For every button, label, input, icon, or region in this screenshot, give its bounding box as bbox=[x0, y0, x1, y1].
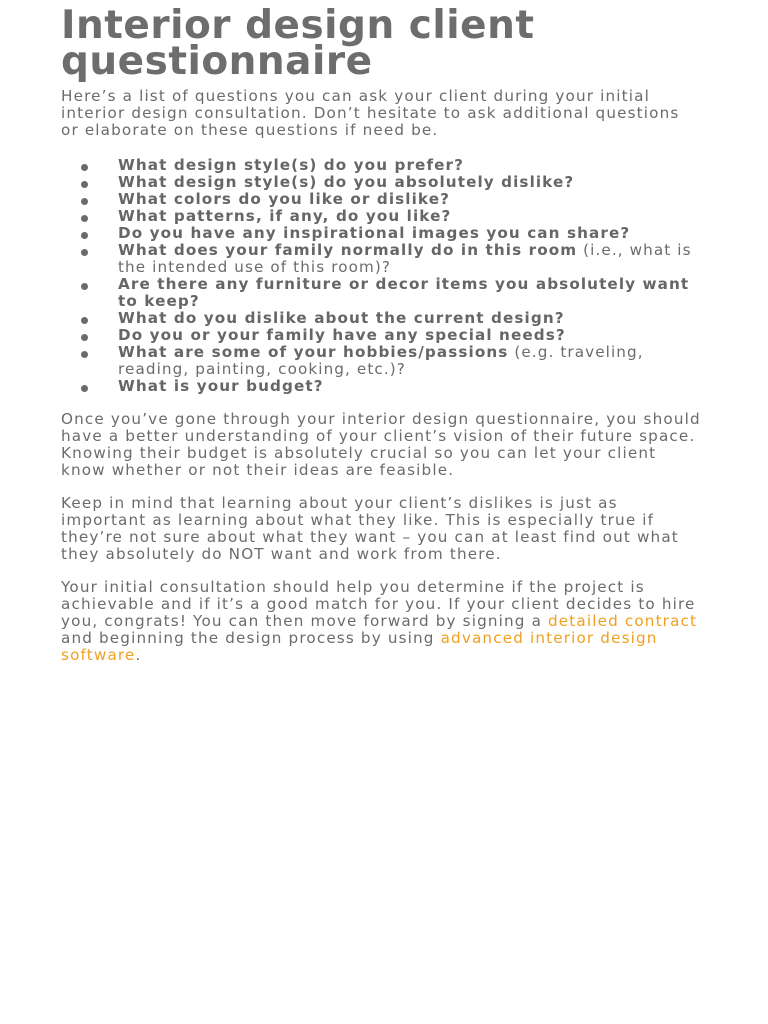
question-text: What do you dislike about the current design? bbox=[118, 309, 565, 327]
list-item bbox=[61, 174, 701, 191]
bullet-icon bbox=[81, 317, 88, 324]
bullet-icon bbox=[81, 181, 88, 188]
paragraph-text: and beginning the design process by using bbox=[61, 629, 441, 647]
question-text: What is your budget? bbox=[118, 377, 324, 395]
list-item bbox=[61, 310, 701, 327]
body-paragraph-dislikes: Keep in mind that learning about your client’s dislikes is just as important as learning about what they like. This is especially true if they’re not sure about what they want – you can at least find out what they absolutely do NOT want and work from there. bbox=[61, 494, 679, 563]
bullet-icon bbox=[81, 249, 88, 256]
bullet-icon bbox=[81, 198, 88, 205]
detailed-contract-link[interactable]: detailed contract bbox=[548, 612, 698, 630]
question-text: What does your family normally do in this room bbox=[118, 241, 578, 259]
bullet-icon bbox=[81, 334, 88, 341]
bullet-icon bbox=[81, 164, 88, 171]
list-item bbox=[61, 225, 701, 242]
list-item bbox=[61, 276, 701, 310]
paragraph-text: Your initial consultation should help you determine if the project is achievable and if it’s a good match for you. If your client decides to hire you, congrats! You can then move forward by signing a bbox=[61, 578, 696, 630]
body-paragraph-budget: Once you’ve gone through your interior design questionnaire, you should have a better understanding of your client’s vision of their future space. Knowing their budget is absolutely crucial so you can let your client know whether or not their ideas are feasible. bbox=[61, 410, 701, 479]
intro-paragraph: Here’s a list of questions you can ask your client during your initial interior design consultation. Don’t hesitate to ask additional questions or elaborate on these questions if need be. bbox=[61, 87, 680, 139]
question-text: What design style(s) do you absolutely dislike? bbox=[118, 173, 575, 191]
question-text: What patterns, if any, do you like? bbox=[118, 207, 452, 225]
bullet-icon bbox=[81, 351, 88, 358]
question-note: (e.g. traveling, reading, painting, cooking, etc.)? bbox=[118, 343, 644, 378]
list-item bbox=[61, 378, 701, 395]
paragraph-text: . bbox=[135, 646, 142, 664]
question-text: Do you have any inspirational images you can share? bbox=[118, 224, 631, 242]
list-item bbox=[61, 242, 701, 276]
question-list bbox=[61, 157, 701, 395]
bullet-icon bbox=[81, 283, 88, 290]
bullet-icon bbox=[81, 215, 88, 222]
question-note: (i.e., what is the intended use of this room)? bbox=[118, 241, 692, 276]
page-title: Interior design client questionnaire bbox=[61, 3, 535, 84]
question-text: Are there any furniture or decor items you absolutely want to keep? bbox=[118, 275, 690, 310]
question-text: What are some of your hobbies/passions bbox=[118, 343, 509, 361]
list-item bbox=[61, 327, 701, 344]
body-paragraph-consultation bbox=[61, 579, 701, 664]
list-item bbox=[61, 208, 701, 225]
question-text: Do you or your family have any special needs? bbox=[118, 326, 566, 344]
bullet-icon bbox=[81, 232, 88, 239]
list-item bbox=[61, 157, 701, 174]
question-text: What colors do you like or dislike? bbox=[118, 190, 451, 208]
document-page bbox=[61, 3, 701, 664]
list-item bbox=[61, 191, 701, 208]
question-text: What design style(s) do you prefer? bbox=[118, 156, 465, 174]
design-software-link[interactable]: advanced interior design software bbox=[61, 629, 658, 664]
list-item bbox=[61, 344, 701, 378]
bullet-icon bbox=[81, 385, 88, 392]
